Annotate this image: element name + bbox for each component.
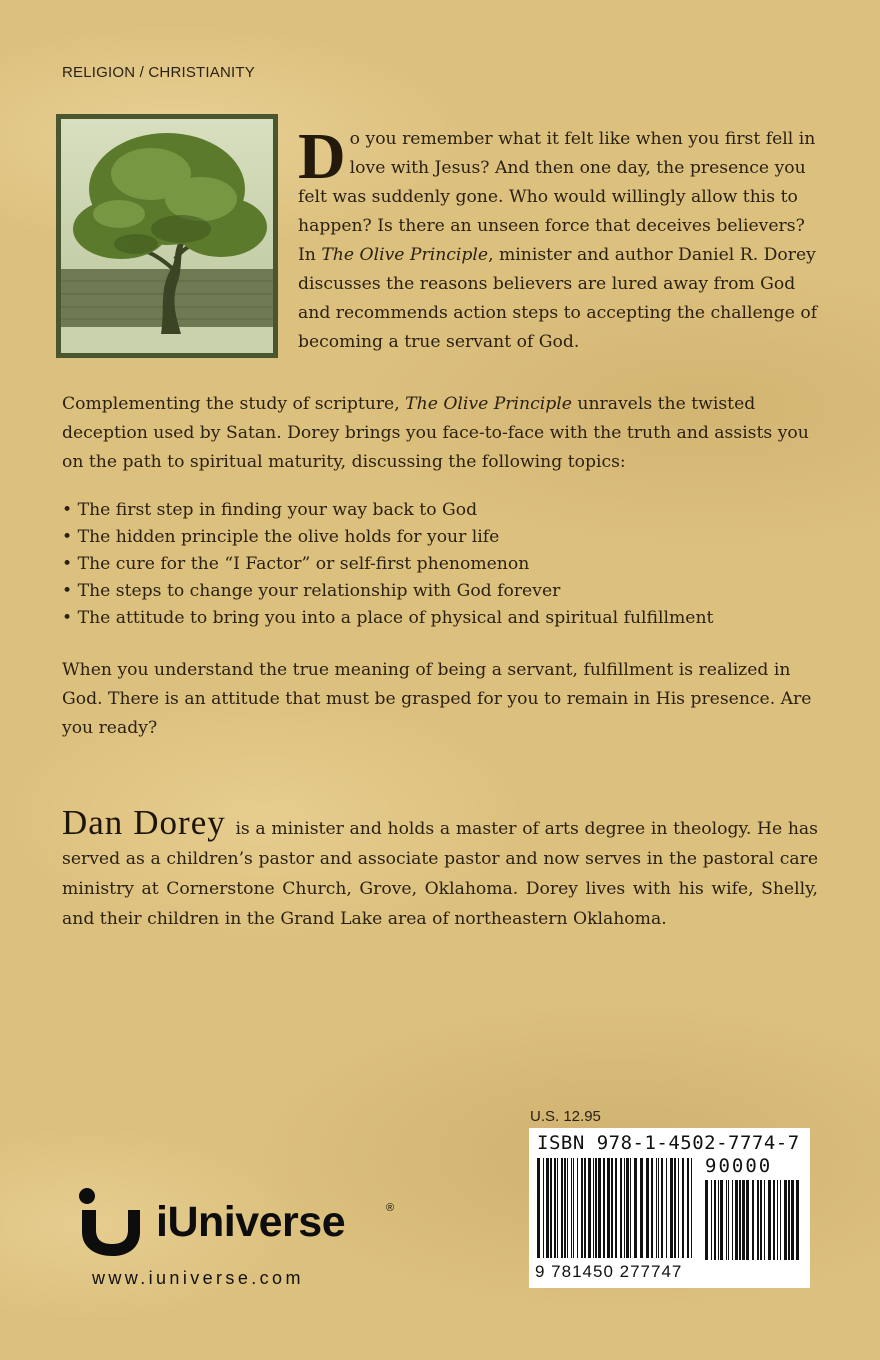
barcode-bar	[784, 1180, 787, 1260]
list-item: • The attitude to bring you into a place of physical and spiritual fulfillment	[62, 605, 832, 632]
para2-text-2: unravels the twisted deception used by Satan. Dorey brings you face-to-face with the truth and assists you on the path to spiritual maturity, discussing the following topics:	[62, 394, 809, 472]
barcode-bar	[739, 1180, 741, 1260]
barcode-bar	[571, 1158, 572, 1258]
author-bio-text: is a minister and holds a master of arts degree in theology. He has served as a children’s pastor and associate pastor and now serves in the pastoral care ministry at Cornerstone Church, Grove, Oklahoma. Dorey lives with his wife, Shelly, and their children in the Grand Lake area of northeastern Oklahoma.	[62, 819, 818, 929]
barcode-bar	[735, 1180, 738, 1260]
topics-list	[62, 497, 832, 632]
barcode-bar	[620, 1158, 622, 1258]
barcode-bar	[757, 1180, 759, 1260]
barcode-bar	[788, 1180, 790, 1260]
olive-tree-image	[61, 119, 273, 353]
intro-paragraph	[298, 120, 818, 357]
book-title: The Olive Principle	[321, 245, 489, 265]
barcode-bar	[646, 1158, 649, 1258]
barcode-bar	[557, 1158, 558, 1258]
barcode-bar	[711, 1180, 712, 1260]
drop-cap: D	[298, 120, 346, 193]
barcode-bar	[564, 1158, 566, 1258]
barcode-bar	[666, 1158, 667, 1258]
barcode-bar	[718, 1180, 719, 1260]
publisher-name: iUniverse	[156, 1198, 346, 1246]
barcode-bar	[588, 1158, 591, 1258]
intro-text-2: , minister and author Daniel R. Dorey discusses the reasons believers are lured away from God and recommends action steps to accepting the challenge of becoming a true servant of God.	[298, 245, 818, 352]
barcode-bar	[760, 1180, 762, 1260]
barcode-bar	[791, 1180, 794, 1260]
barcode-bar	[537, 1158, 540, 1258]
barcode-bar	[670, 1158, 673, 1258]
barcode-bar	[661, 1158, 663, 1258]
barcode-addon-bars-icon	[705, 1180, 801, 1260]
category-label: RELIGION / CHRISTIANITY	[62, 64, 255, 81]
olive-tree-photo	[56, 114, 278, 358]
barcode-bar	[726, 1180, 727, 1260]
barcode-bar	[624, 1158, 625, 1258]
barcode-bar	[573, 1158, 574, 1258]
list-item: • The hidden principle the olive holds for your life	[62, 524, 832, 551]
price-code: 90000	[705, 1155, 773, 1177]
barcode-bar	[567, 1158, 568, 1258]
barcode-bar	[777, 1180, 778, 1260]
isbn-number: ISBN 978-1-4502-7774-7	[537, 1132, 800, 1154]
barcode-bar	[691, 1158, 692, 1258]
barcode-bar	[780, 1180, 781, 1260]
barcode-bars-icon	[537, 1158, 697, 1258]
closing-paragraph: When you understand the true meaning of being a servant, fulfillment is realized in God. There is an attitude that must be grasped for you to remain in His presence. Are you ready?	[62, 660, 812, 738]
barcode-bar	[554, 1158, 556, 1258]
ean-digits: 9 781450 277747	[535, 1262, 683, 1281]
publisher-website: www.iuniverse.com	[92, 1268, 304, 1288]
barcode-bar	[584, 1158, 586, 1258]
barcode-bar	[674, 1158, 676, 1258]
price-label: U.S. 12.95	[530, 1108, 601, 1125]
barcode-bar	[593, 1158, 594, 1258]
barcode-bar	[598, 1158, 601, 1258]
barcode-bar	[773, 1180, 775, 1260]
barcode-bar	[682, 1158, 684, 1258]
registered-mark: ®	[386, 1202, 395, 1214]
barcode-bar	[732, 1180, 733, 1260]
barcode-bar	[603, 1158, 605, 1258]
barcode-bar	[611, 1158, 613, 1258]
barcode-bar	[577, 1158, 578, 1258]
barcode-bar	[640, 1158, 643, 1258]
isbn-barcode	[529, 1128, 810, 1288]
barcode-bar	[581, 1158, 583, 1258]
barcode-bar	[678, 1158, 679, 1258]
barcode-bar	[550, 1158, 552, 1258]
barcode-bar	[752, 1180, 754, 1260]
barcode-bar	[728, 1180, 729, 1260]
list-item: • The first step in finding your way back to God	[62, 497, 832, 524]
barcode-bar	[595, 1158, 597, 1258]
barcode-bar	[714, 1180, 716, 1260]
barcode-bar	[796, 1180, 799, 1260]
barcode-bar	[656, 1158, 657, 1258]
author-bio	[62, 803, 818, 934]
para2-text-1: Complementing the study of scripture,	[62, 394, 406, 414]
barcode-bar	[607, 1158, 610, 1258]
barcode-bar	[626, 1158, 629, 1258]
barcode-bar	[561, 1158, 563, 1258]
barcode-bar	[630, 1158, 631, 1258]
barcode-bar	[634, 1158, 637, 1258]
list-item: • The steps to change your relationship with God forever	[62, 578, 832, 605]
publisher-logo	[76, 1186, 406, 1256]
barcode-bar	[705, 1180, 708, 1260]
iuniverse-logo-icon	[76, 1186, 148, 1256]
barcode-bar	[687, 1158, 689, 1258]
barcode-bar	[742, 1180, 745, 1260]
barcode-bar	[764, 1180, 765, 1260]
barcode-bar	[746, 1180, 749, 1260]
barcode-bar	[543, 1158, 544, 1258]
barcode-bar	[615, 1158, 617, 1258]
topics-intro-paragraph	[62, 390, 832, 477]
list-item: • The cure for the “I Factor” or self-first phenomenon	[62, 551, 832, 578]
barcode-bar	[768, 1180, 771, 1260]
book-title: The Olive Principle	[405, 394, 572, 414]
author-name: Dan Dorey	[62, 803, 226, 842]
barcode-bar	[651, 1158, 653, 1258]
barcode-bar	[546, 1158, 549, 1258]
intro-text-1: o you remember what it felt like when you first fell in love with Jesus? And then one day, the presence you felt was suddenly gone. Who would willingly allow this to happen? Is there an unseen force that deceives believers? In	[298, 129, 816, 265]
barcode-bar	[720, 1180, 723, 1260]
barcode-bar	[658, 1158, 659, 1258]
